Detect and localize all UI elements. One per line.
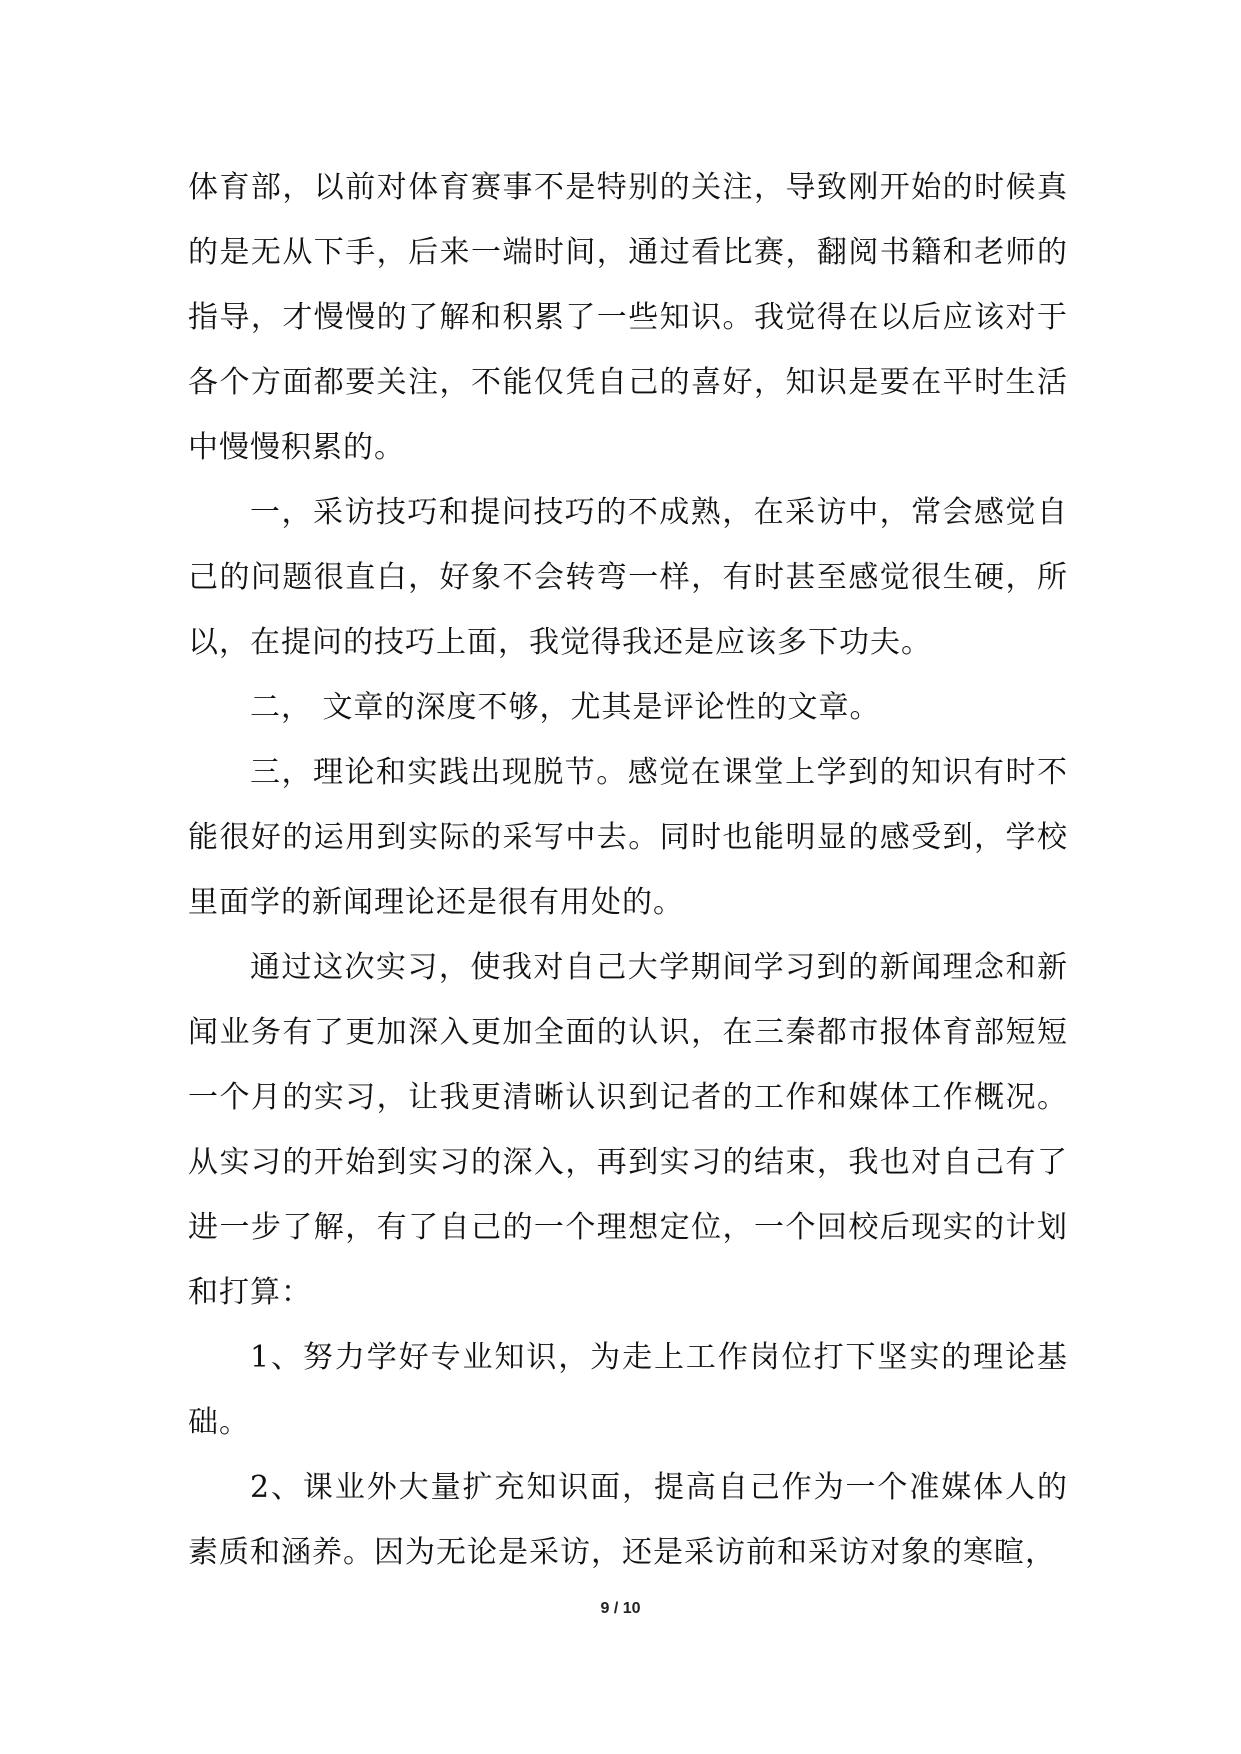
paragraph-continuation: 体育部，以前对体育赛事不是特别的关注，导致刚开始的时候真的是无从下手，后来一端时间，通过看比赛，翻阅书籍和老师的指导，才慢慢的了解和积累了一些知识。我觉得在以后应该对于各个方面都要关注，不能仅凭自己的喜好，知识是要在平时生活中慢慢积累的。 (188, 170, 1068, 465)
page-number: 9 / 10 (600, 1600, 641, 1617)
paragraph-plan-two: 2、课业外大量扩充知识面，提高自己作为一个准媒体人的素质和涵养。因为无论是采访，还是采访前和采访对象的寒暄， (188, 1470, 1068, 1570)
paragraph-point-three: 三，理论和实践出现脱节。感觉在课堂上学到的知识有时不能很好的运用到实际的采写中去。同时也能明显的感受到，学校里面学的新闻理论还是很有用处的。 (188, 755, 1068, 920)
document-body (188, 155, 1068, 1585)
paragraph-plan-one: 1、努力学好专业知识，为走上工作岗位打下坚实的理论基础。 (188, 1340, 1068, 1440)
paragraph-summary: 通过这次实习，使我对自己大学期间学习到的新闻理念和新闻业务有了更加深入更加全面的认识，在三秦都市报体育部短短一个月的实习，让我更清晰认识到记者的工作和媒体工作概况。从实习的开始到实习的深入，再到实习的结束，我也对自己有了进一步了解，有了自己的一个理想定位，一个回校后现实的计划和打算： (188, 950, 1068, 1310)
paragraph-point-one: 一，采访技巧和提问技巧的不成熟，在采访中，常会感觉自己的问题很直白，好象不会转弯一样，有时甚至感觉很生硬，所以，在提问的技巧上面，我觉得我还是应该多下功夫。 (188, 495, 1068, 660)
paragraph-point-two: 二， 文章的深度不够，尤其是评论性的文章。 (250, 690, 881, 725)
